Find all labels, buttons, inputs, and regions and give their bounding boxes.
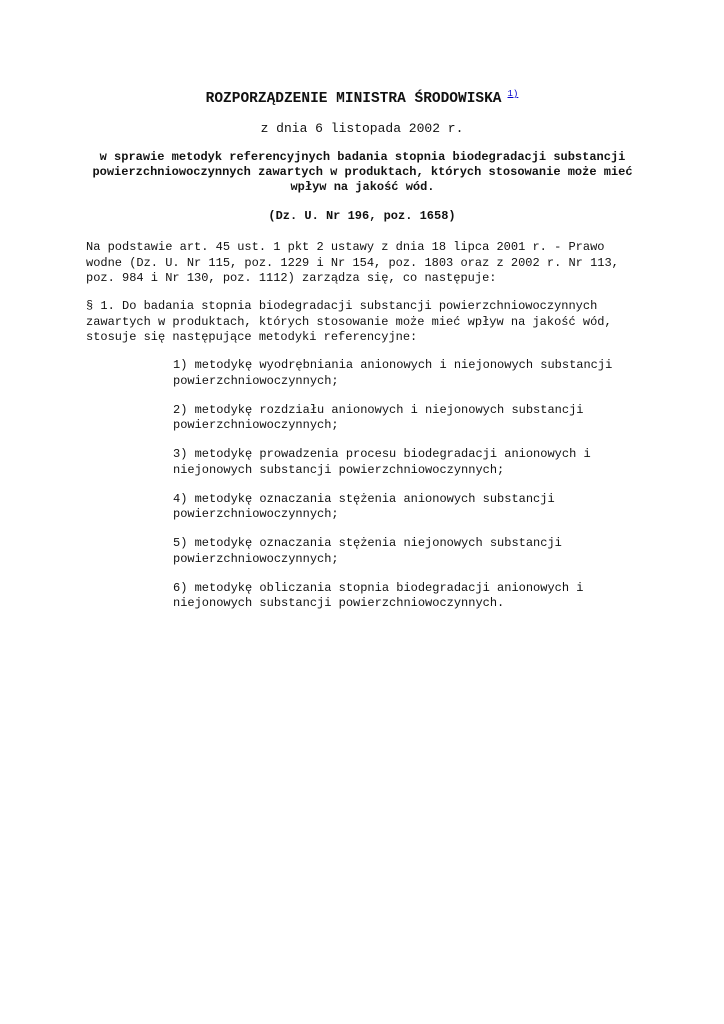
list-item: 1) metodykę wyodrębniania anionowych i niejonowych substancji powierzchniowoczynnych; (173, 358, 613, 388)
list-item: 5) metodykę oznaczania stężenia niejonowych substancji powierzchniowoczynnych; (173, 536, 562, 566)
list-item: 4) metodykę oznaczania stężenia anionowych substancji powierzchniowoczynnych; (173, 491, 555, 521)
document-date: z dnia 6 listopada 2002 r. (260, 121, 464, 136)
list-item: 6) metodykę obliczania stopnia biodegradacji anionowych i niejonowych substancji powierzchniowoczynnych. (173, 580, 584, 610)
publication-reference: (Dz. U. Nr 196, poz. 1658) (268, 209, 456, 223)
legal-basis-paragraph: Na podstawie art. 45 ust. 1 pkt 2 ustawy z dnia 18 lipca 2001 r. - Prawo wodne (Dz. U. Nr 115, poz. 1229 i Nr 154, poz. 1803 oraz z 2002 r. Nr 113, poz. 984 i Nr 130, poz. 1112) zarządza się, co następuje: (86, 240, 619, 285)
document-subject: w sprawie metodyk referencyjnych badania stopnia biodegradacji substancji powierzchniowoczynnych zawartych w produktach, których stosowanie może mieć wpływ na jakość wód. (92, 150, 633, 194)
list-item: 2) metodykę rozdziału anionowych i niejonowych substancji powierzchniowoczynnych; (173, 402, 584, 432)
methodology-list (173, 358, 633, 625)
section-1-paragraph: § 1. Do badania stopnia biodegradacji substancji powierzchniowoczynnych zawartych w produktach, których stosowanie może mieć wpływ na jakość wód, stosuje się następujące metodyki referencyjne: (86, 299, 612, 344)
footnote-link[interactable]: 1) (507, 89, 519, 99)
document-title: ROZPORZĄDZENIE MINISTRA ŚRODOWISKA (205, 91, 502, 107)
list-item: 3) metodykę prowadzenia procesu biodegradacji anionowych i niejonowych substancji powierzchniowoczynnych; (173, 447, 591, 477)
document-title-line (0, 85, 724, 108)
